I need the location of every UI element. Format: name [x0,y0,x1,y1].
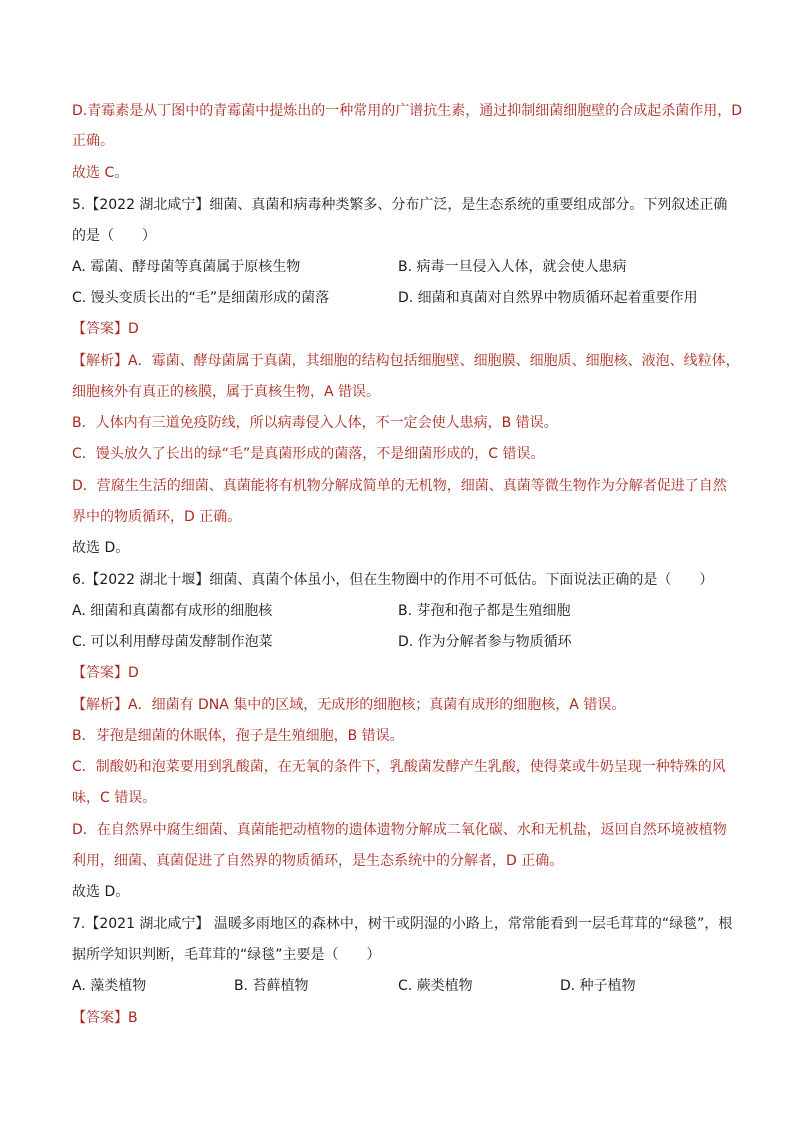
q5-analysis-line3: B．人体内有三道免疫防线，所以病毒侵入人体，不一定会使人患病，B 错误。 [72,415,558,431]
q7-answer: 【答案】B [72,1010,138,1026]
q6-option-d: D. 作为分解者参与物质循环 [398,634,572,650]
q6-choose: 故选 D。 [72,884,130,900]
q5-option-a: A. 霉菌、酵母菌等真菌属于原核生物 [72,259,301,275]
q5-analysis-line4: C．馒头放久了长出的绿“毛”是真菌形成的菌落，不是细菌形成的，C 错误。 [72,446,545,462]
q5-option-c: C. 馒头变质长出的“毛”是细菌形成的菌落 [72,290,330,306]
q6-analysis-line5: D．在自然界中腐生细菌、真菌能把动植物的遗体遗物分解成二氧化碳、水和无机盐，返回自然环境被植物 [72,822,727,838]
q7-option-d: D. 种子植物 [560,978,636,994]
q6-analysis-line3: C．制酸奶和泡菜要用到乳酸菌，在无氧的条件下，乳酸菌发酵产生乳酸，使得菜或牛奶呈现一种特殊的风 [72,759,726,775]
prev-analysis-d-line1: D.青霉素是从丁图中的青霉菌中提炼出的一种常用的广谱抗生素，通过抑制细菌细胞壁的合成起杀菌作用，D [72,103,743,119]
q6-option-c: C. 可以利用酵母菌发酵制作泡菜 [72,634,273,650]
q6-option-a: A. 细菌和真菌都有成形的细胞核 [72,603,273,619]
q5-analysis-line1: 【解析】A．霉菌、酵母菌属于真菌，其细胞的结构包括细胞壁、细胞膜、细胞质、细胞核、液泡、线粒体， [72,353,740,369]
q6-analysis-line1: 【解析】A．细菌有 DNA 集中的区域，无成形的细胞核；真菌有成形的细胞核，A 错误。 [72,697,626,713]
prev-choose: 故选 C。 [72,165,129,181]
q5-analysis-line2: 细胞核外有真正的核膜，属于真核生物，A 错误。 [72,384,381,400]
q6-stem-line1: 6.【2022 湖北十堰】细菌、真菌个体虽小，但在生物圈中的作用不可低估。下面说法正确的是（ ） [72,572,714,588]
q5-choose: 故选 D。 [72,540,130,556]
q6-analysis-line4: 味，C 错误。 [72,790,157,806]
q5-option-b: B. 病毒一旦侵入人体，就会使人患病 [398,259,627,275]
q7-stem-line1: 7.【2021 湖北咸宁】 温暖多雨地区的森林中，树干或阴湿的小路上，常常能看到一层毛茸茸的“绿毯”，根 [72,916,733,932]
prev-analysis-d-line2: 正确。 [72,133,114,149]
q7-option-a: A. 藻类植物 [72,978,147,994]
q5-analysis-line6: 界中的物质循环，D 正确。 [72,509,242,525]
q7-stem-line2: 据所学知识判断，毛茸茸的“绿毯”主要是（ ） [72,947,381,963]
q6-analysis-line2: B．芽孢是细菌的休眠体，孢子是生殖细胞，B 错误。 [72,728,404,744]
q5-stem-line2: 的是（ ） [72,228,156,244]
q6-answer: 【答案】D [72,665,139,681]
q5-answer: 【答案】D [72,321,139,337]
q7-option-c: C. 蕨类植物 [398,978,473,994]
q7-option-b: B. 苔藓植物 [234,978,309,994]
q5-stem-line1: 5.【2022 湖北咸宁】细菌、真菌和病毒种类繁多、分布广泛，是生态系统的重要组成部分。下列叙述正确 [72,197,728,213]
q6-analysis-line6: 利用，细菌、真菌促进了自然界的物质循环，是生态系统中的分解者，D 正确。 [72,853,564,869]
q6-option-b: B. 芽孢和孢子都是生殖细胞 [398,603,571,619]
q5-analysis-line5: D．营腐生生活的细菌、真菌能将有机物分解成简单的无机物，细菌、真菌等微生物作为分解者促进了自然 [72,478,727,494]
q5-option-d: D. 细菌和真菌对自然界中物质循环起着重要作用 [398,290,698,306]
